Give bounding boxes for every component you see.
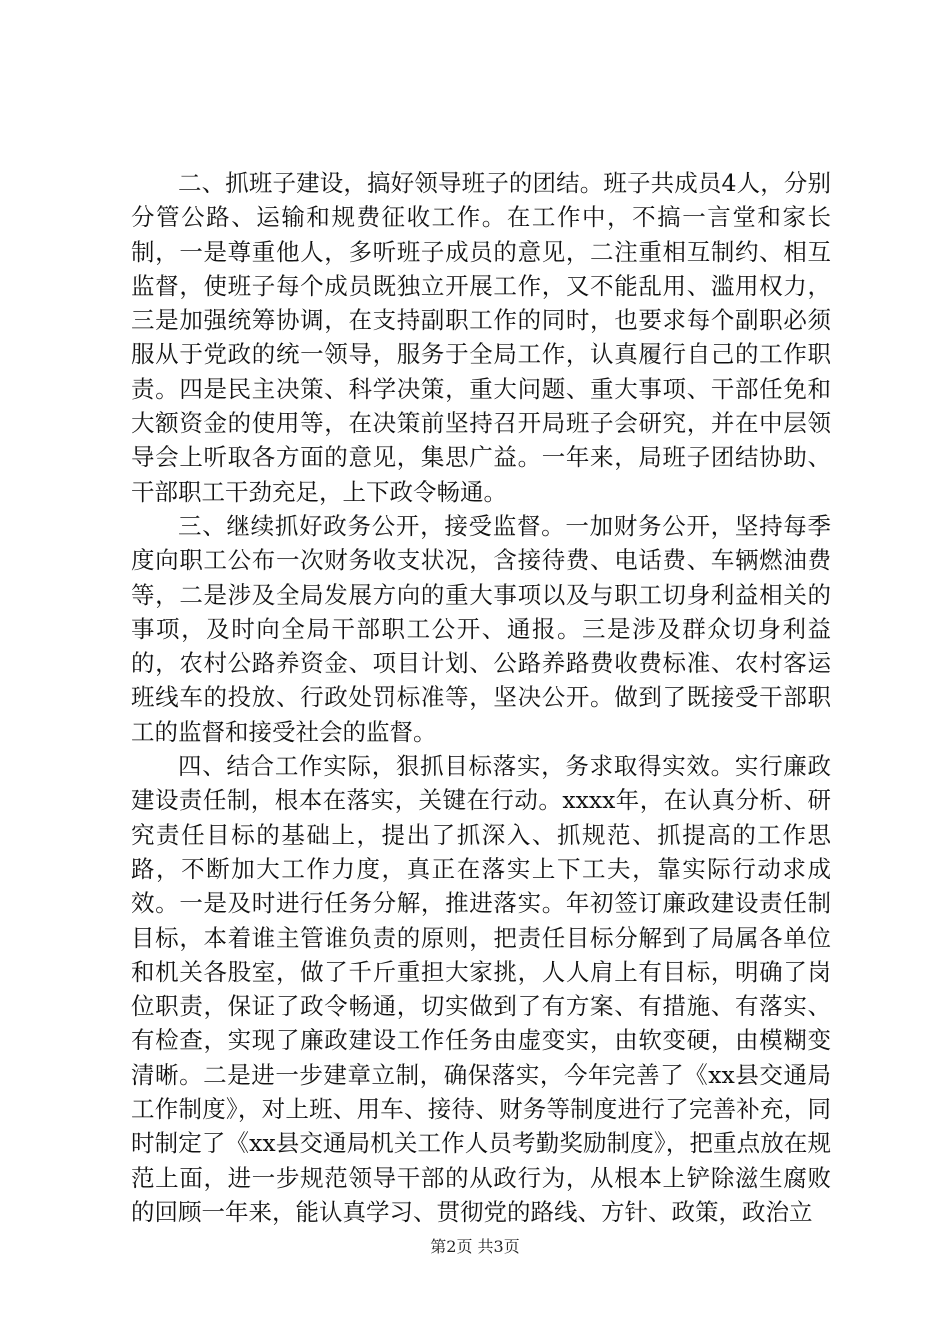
body-text <box>131 166 831 1229</box>
page-number-footer: 第2页 共3页 <box>430 1237 520 1256</box>
paragraph-team-building: 二、抓班子建设，搞好领导班子的团结。班子共成员4人，分别分管公路、运输和规费征收工作。在工作中，不搞一言堂和家长制，一是尊重他人，多听班子成员的意见，二注重相互制约、相互监督，使班子每个成员既独立开展工作，又不能乱用、滥用权力，三是加强统筹协调，在支持副职工作的同时，也要求每个副职必须服从于党政的统一领导，服务于全局工作，认真履行自己的工作职责。四是民主决策、科学决策，重大问题、重大事项、干部任免和大额资金的使用等，在决策前坚持召开局班子会研究，并在中层领导会上听取各方面的意见，集思广益。一年来，局班子团结协助、干部职工干劲充足，上下政令畅通。 <box>131 169 831 506</box>
paragraph-government-affairs: 三、继续抓好政务公开，接受监督。一加财务公开，坚持每季度向职工公布一次财务收支状况，含接待费、电话费、车辆燃油费等，二是涉及全局发展方向的重大事项以及与职工切身利益相关的事项，及时向全局干部职工公开、通报。三是涉及群众切身利益的，农村公路养资金、项目计划、公路养路费收费标准、农村客运班线车的投放、行政处罚标准等，坚决公开。做到了既接受干部职工的监督和接受社会的监督。 <box>131 511 831 746</box>
paragraph-target-implementation: 四、结合工作实际，狠抓目标落实，务求取得实效。实行廉政建设责任制，根本在落实，关键在行动。xxxx年，在认真分析、研究责任目标的基础上，提出了抓深入、抓规范、抓提高的工作思路，不断加大工作力度，真正在落实上下工夫，靠实际行动求成效。一是及时进行任务分解，推进落实。年初签订廉政建设责任制目标，本着谁主管谁负责的原则，把责任目标分解到了局属各单位和机关各股室，做了千斤重担大家挑，人人肩上有目标，明确了岗位职责，保证了政令畅通，切实做到了有方案、有措施、有落实、有检查，实现了廉政建设工作任务由虚变实，由软变硬，由模糊变清晰。二是进一步建章立制，确保落实，今年完善了《xx县交通局工作制度》，对上班、用车、接待、财务等制度进行了完善补充，同时制定了《xx县交通局机关工作人员考勤奖励制度》，把重点放在规范上面，进一步规范领导干部的从政行为，从根本上铲除滋生腐败的回顾一年来，能认真学习、贯彻党的路线、方针、政策，政治立 <box>131 752 831 1226</box>
